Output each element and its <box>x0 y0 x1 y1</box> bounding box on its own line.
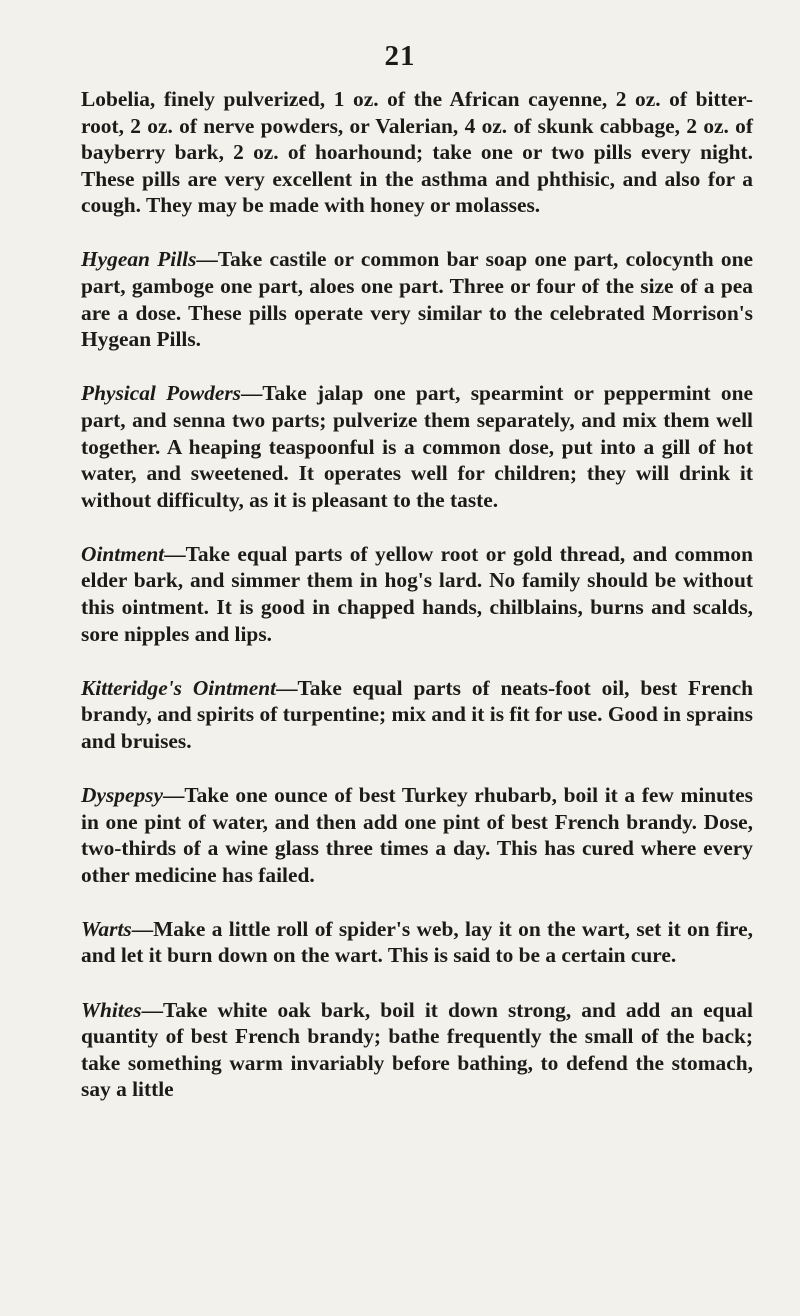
paragraph-body: Take equal parts of neats-foot oil, best French brandy, and spirits of turpentine; mix and it is fit for use. Good in sprains and bruises. <box>81 675 754 753</box>
paragraph-body: Take jalap one part, spearmint or peppermint one part, and senna two parts; pulverize them separately, and mix them well together. A heaping teaspoonful is a common dose, put into a gill of hot water, and sweetened. It operates well for children; they will drink it without difficulty, as it is pleasant to the taste. <box>81 381 753 512</box>
recipe-heading: Ointment <box>81 541 165 566</box>
paragraph-body: Make a little roll of spider's web, lay it on the wart, set it on fire, and let it burn down on the wart. This is said to be a certain cure. <box>81 916 753 968</box>
paragraph-kitteridges-ointment <box>81 675 753 755</box>
heading-dash: — <box>196 247 218 272</box>
paragraph-hygean-pills <box>81 246 753 352</box>
paragraph-body: Take castile or common bar soap one part, colocynth one part, gamboge one part, aloes one part. Three or four of the size of a pea are a dose. These pills operate very similar to the celebrated Morrison's Hygean Pills. <box>81 247 753 352</box>
heading-dash: — <box>164 541 186 566</box>
recipe-heading: Hygean Pills <box>81 247 197 272</box>
heading-dash: — <box>162 782 185 807</box>
heading-dash: — <box>141 997 164 1022</box>
page-text <box>81 86 753 1130</box>
heading-dash: — <box>131 916 154 941</box>
paragraph-body: Take white oak bark, boil it down strong, and add an equal quantity of best French brandy; bathe frequently the small of the back; take something warm invariably before bathing, to defend the stomach, say a little <box>81 997 753 1102</box>
recipe-heading: Whites <box>81 997 142 1022</box>
paragraph-warts <box>81 916 753 969</box>
heading-dash: — <box>276 675 298 700</box>
paragraph-body: Take equal parts of yellow root or gold thread, and common elder bark, and simmer them in hog's lard. No family should be without this ointment. It is good in chapped hands, chilblains, burns and scalds, sore nipples and lips. <box>81 541 753 646</box>
paragraph-physical-powders <box>81 380 753 513</box>
paragraph-whites <box>81 997 753 1103</box>
paragraph-ointment <box>81 541 753 647</box>
paragraph-lobelia-pills <box>81 86 753 219</box>
recipe-heading: Kitteridge's Ointment <box>81 675 277 700</box>
recipe-heading: Warts <box>81 916 132 941</box>
paragraph-dyspepsy <box>81 782 753 888</box>
heading-dash: — <box>240 381 263 406</box>
page-number: 21 <box>384 40 416 72</box>
paragraph-body: Lobelia, finely pulverized, 1 oz. of the African cayenne, 2 oz. of bitter-root, 2 oz. of nerve powders, or Valerian, 4 oz. of skunk cabbage, 2 oz. of bayberry bark, 2 oz. of hoarhound; take one or two pills every night. These pills are very excellent in the asthma and phthisic, and also for a cough. They may be made with honey or molasses. <box>81 87 753 218</box>
recipe-heading: Physical Powders <box>81 381 241 406</box>
paragraph-body: Take one ounce of best Turkey rhubarb, boil it a few minutes in one pint of water, and then add one pint of best French brandy. Dose, two-thirds of a wine glass three times a day. This has cured where every other medicine has failed. <box>81 782 753 887</box>
recipe-heading: Dyspepsy <box>81 782 163 807</box>
